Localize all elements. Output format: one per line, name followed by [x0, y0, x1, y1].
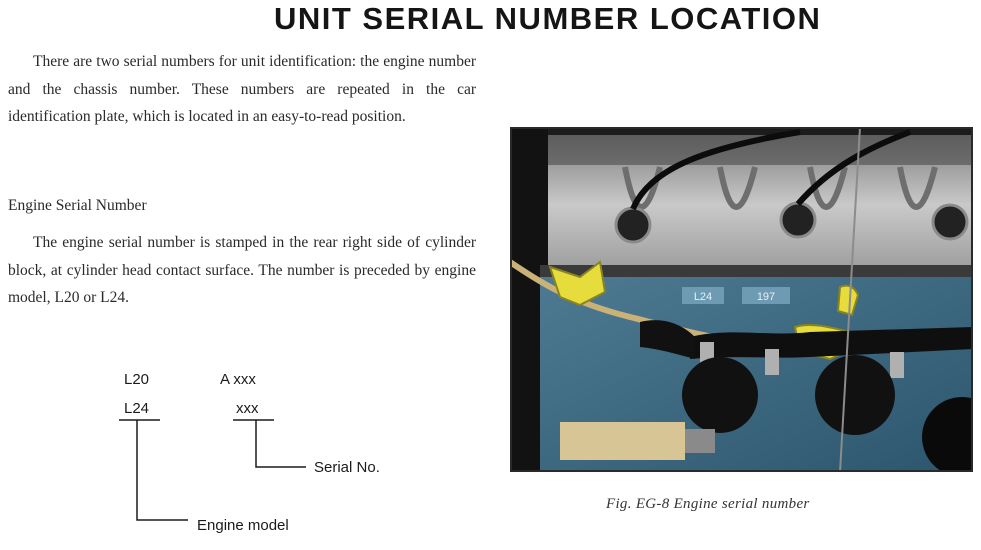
sensor-body	[560, 422, 685, 460]
section-body: The engine serial number is stamped in the rear right side of cylinder block, at cylinder head contact surface. The number is preceded by engine model, L20 or L24.	[8, 234, 476, 306]
serial-tag-left: L24	[693, 291, 713, 303]
row1-model: L20	[124, 371, 150, 388]
figure-caption: Fig. EG-8 Engine serial number	[606, 496, 810, 512]
serial-tag-right: 197	[756, 291, 776, 303]
serial-leader-line	[256, 420, 306, 467]
spark-plug-3	[933, 205, 967, 239]
sensor-fitting	[685, 429, 715, 453]
model-label: Engine model	[197, 517, 289, 534]
mount-right	[815, 355, 895, 435]
engine-photo	[510, 127, 973, 472]
clamp-2	[765, 349, 779, 375]
serial-label: Serial No.	[314, 459, 380, 476]
clamp-3	[890, 352, 904, 378]
gasket-line	[540, 265, 973, 279]
section-heading: Engine Serial Number	[8, 197, 147, 214]
spark-plug-2	[781, 203, 815, 237]
row2-model: L24	[124, 400, 150, 417]
mount-left	[682, 357, 758, 433]
row2-serial: xxx	[236, 400, 259, 417]
model-leader-line	[137, 420, 188, 520]
intro-paragraph: There are two serial numbers for unit identification: the engine number and the chassis number. These numbers are repeated in the car identification plate, which is located in an easy-to-read position.	[8, 53, 476, 125]
page-title: UNIT SERIAL NUMBER LOCATION	[274, 1, 822, 36]
row1-serial: A xxx	[220, 371, 256, 388]
spark-plug-1	[616, 208, 650, 242]
